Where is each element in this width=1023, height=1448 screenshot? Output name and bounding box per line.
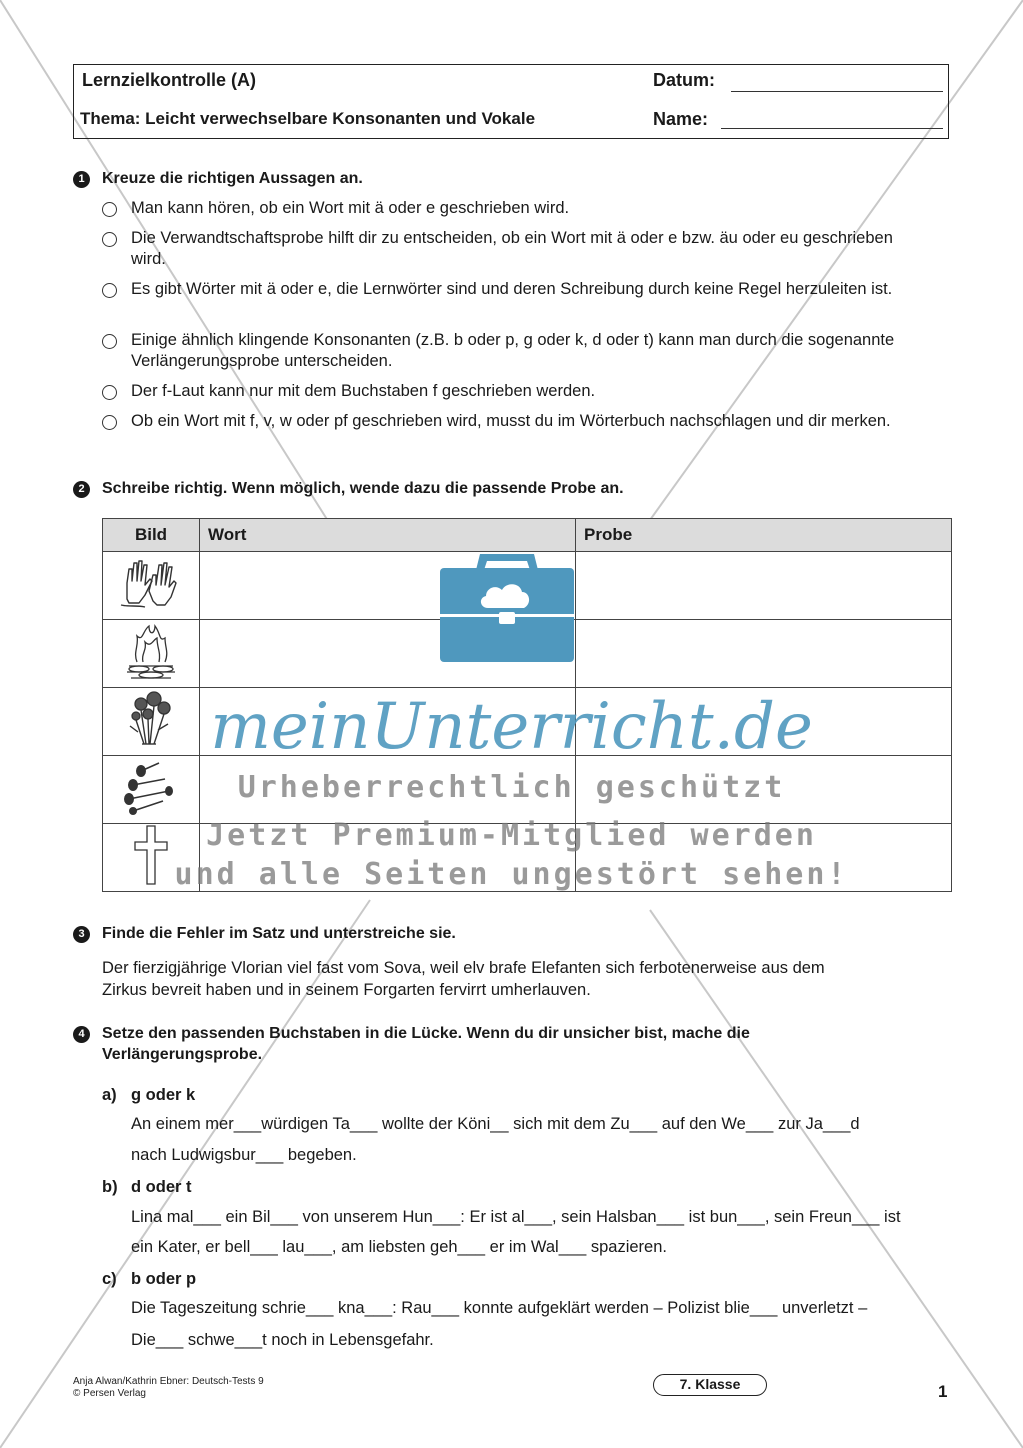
footer-publisher: © Persen Verlag (73, 1388, 146, 1399)
checkbox-statement-3[interactable] (102, 283, 117, 298)
part-b-line-2[interactable]: ein Kater, er bell___ lau___, am liebsten geh___ er im Wal___ spazieren. (131, 1238, 667, 1256)
part-a-line-2[interactable]: nach Ludwigsbur___ begeben. (131, 1146, 357, 1164)
watermark-line-2: Jetzt Premium-Mitglied werden (206, 818, 817, 853)
part-a-label: a) (102, 1086, 117, 1104)
statement-3: Es gibt Wörter mit ä oder e, die Lernwörter sind und deren Schreibung durch keine Regel herzuleiten ist. (131, 280, 893, 298)
task-4-number: 4 (73, 1026, 90, 1043)
task-3-number: 3 (73, 926, 90, 943)
task-4-title-line-2: Verlängerungsprobe. (102, 1046, 263, 1063)
column-header-probe: Probe (576, 519, 952, 552)
watermark-line-3: und alle Seiten ungestört sehen! (174, 857, 849, 892)
checkbox-statement-5[interactable] (102, 385, 117, 400)
part-b-line-1[interactable]: Lina mal___ ein Bil___ von unserem Hun___: Er ist al___, sein Halsban___ ist bun___, sein Freun___ ist (131, 1208, 901, 1226)
hands-icon (119, 555, 183, 611)
checkbox-statement-4[interactable] (102, 334, 117, 349)
date-label: Datum: (653, 70, 715, 90)
task-1-title: Kreuze die richtigen Aussagen an. (102, 170, 363, 187)
task-1-number: 1 (73, 171, 90, 188)
statement-4: Einige ähnlich klingende Konsonanten (z.B. b oder p, g oder k, d oder t) kann man durch die sogenannte Verlängerungsprobe unterscheiden. (131, 331, 895, 370)
part-b-label: b) (102, 1178, 118, 1196)
footer-authors: Anja Alwan/Kathrin Ebner: Deutsch-Tests 9 (73, 1376, 264, 1387)
worksheet-topic: Thema: Leicht verwechselbare Konsonanten und Vokale (80, 109, 536, 128)
watermark-line-1: Urheberrechtlich geschützt (237, 770, 786, 805)
statement-1: Man kann hören, ob ein Wort mit ä oder e geschrieben wird. (131, 199, 570, 217)
task-3-title: Finde die Fehler im Satz und unterstreiche sie. (102, 925, 456, 942)
part-c-line-1[interactable]: Die Tageszeitung schrie___ kna___: Rau___ konnte aufgeklärt werden – Polizist blie___ unverletzt – (131, 1299, 868, 1317)
task-3-sentence-line-2: Zirkus bevreit haben und in seinem Forgarten fervirrt umherlauven. (102, 981, 591, 999)
statement-2: Die Verwandtschaftsprobe hilft dir zu entscheiden, ob ein Wort mit ä oder e bzw. äu oder eu geschrieben wird. (131, 229, 893, 268)
date-field[interactable] (731, 91, 943, 92)
worksheet-title: Lernzielkontrolle (A) (82, 70, 257, 90)
part-a-line-1[interactable]: An einem mer___würdigen Ta___ wollte der Köni__ sich mit dem Zu___ auf den We___ zur Ja___d (131, 1115, 860, 1133)
briefcase-cloud-icon (438, 552, 576, 664)
task-4-title-line-1: Setze den passenden Buchstaben in die Lücke. Wenn du dir unsicher bist, mache die (102, 1025, 750, 1042)
header-box (73, 64, 949, 139)
probe-cell[interactable] (576, 552, 952, 620)
checkbox-statement-2[interactable] (102, 232, 117, 247)
part-b-heading: d oder t (131, 1178, 192, 1196)
probe-cell[interactable] (576, 620, 952, 688)
checkbox-statement-1[interactable] (102, 202, 117, 217)
part-c-label: c) (102, 1270, 117, 1288)
page-number: 1 (938, 1382, 948, 1401)
checkbox-statement-6[interactable] (102, 415, 117, 430)
task-2-title: Schreibe richtig. Wenn möglich, wende dazu die passende Probe an. (102, 480, 624, 497)
task-2-number: 2 (73, 481, 90, 498)
column-header-bild: Bild (103, 519, 200, 552)
picture-cell (103, 620, 200, 688)
name-label: Name: (653, 109, 709, 129)
statement-5: Der f-Laut kann nur mit dem Buchstaben f geschrieben werden. (131, 382, 596, 400)
grade-badge: 7. Klasse (653, 1374, 767, 1396)
fire-icon (123, 622, 179, 680)
part-a-heading: g oder k (131, 1086, 196, 1104)
watermark-brand: meinUnterricht.de (210, 690, 813, 764)
picture-cell (103, 552, 200, 620)
part-c-line-2[interactable]: Die___ schwe___t noch in Lebensgefahr. (131, 1331, 434, 1349)
task-3-sentence-line-1: Der fierzigjährige Vlorian viel fast vom Sova, weil elv brafe Elefanten sich ferbotenerweise aus dem (102, 959, 825, 977)
column-header-wort: Wort (200, 519, 576, 552)
name-field[interactable] (721, 128, 943, 129)
statement-6: Ob ein Wort mit f, v, w oder pf geschrieben wird, musst du im Wörterbuch nachschlagen und dir merken. (131, 412, 891, 430)
part-c-heading: b oder p (131, 1270, 197, 1288)
